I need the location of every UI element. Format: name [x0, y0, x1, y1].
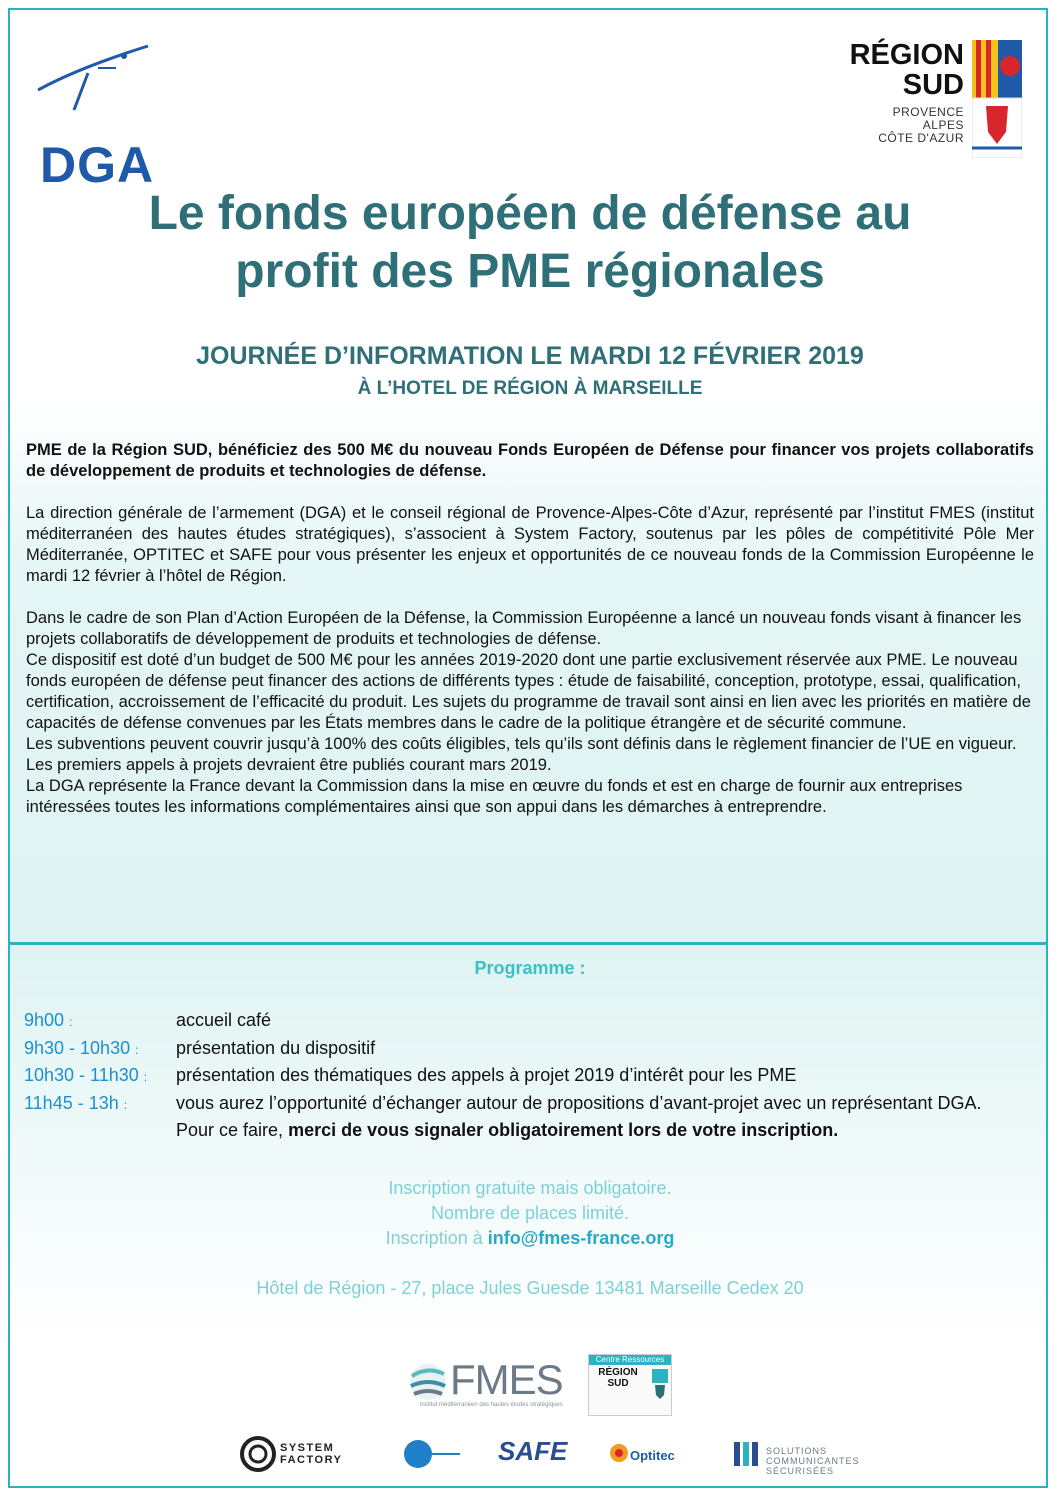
event-location-heading: À L’HOTEL DE RÉGION À MARSEILLE — [357, 378, 703, 399]
registration-line-3: Inscription à info@fmes-france.org — [385, 1228, 675, 1248]
dga-swoosh-icon — [28, 38, 168, 118]
section-divider — [10, 942, 1048, 945]
paragraph-2d: La DGA représente la France devant la Commission dans la mise en œuvre du fonds et est en charge de fournir aux entreprises intéressées toutes les informations complémentaires ainsi que son appui dans les démarches à entreprendre. — [26, 777, 963, 816]
programme-item — [24, 1091, 1034, 1119]
registration-info — [10, 1176, 1048, 1251]
programme-time: 9h30 - 10h30 : — [24, 1037, 139, 1058]
programme-desc: présentation des thématiques des appels à projet 2019 d’intérêt pour les PME — [176, 1065, 797, 1085]
system-factory-text: SYSTEM FACTORY — [280, 1442, 343, 1466]
programme-time: 10h30 - 11h30 : — [24, 1065, 148, 1085]
programme-item — [24, 1036, 1034, 1064]
optitec-icon — [608, 1442, 630, 1464]
system-factory-icon — [240, 1436, 276, 1472]
programme-note: Pour ce faire, merci de vous signaler obligatoirement lors de votre inscription. — [176, 1120, 839, 1140]
region-logo-subtitle: PROVENCE ALPES CÔTE D'AZUR — [878, 105, 964, 145]
centre-ressources-logo — [588, 1354, 672, 1416]
paragraph-2b: Ce dispositif est doté d’un budget de 500 M€ pour les années 2019-2020 dont une partie exclusivement réservée aux PME. Le nouveau fonds européen de défense peut financer des actions de différents types : étude de faisabilité, conception, prototype, essai, qualification, certification, accroissement de l’efficacité du produit. Les sujets du programme de travail sont ainsi en lien avec les priorités en matière de capacités de défense convenues par les États membres dans le cadre de la politique étrangère et de sécurité commune. — [26, 651, 1031, 732]
partner-logos — [230, 1422, 860, 1482]
body-text — [26, 440, 1034, 818]
region-logo-title: RÉGION SUD — [849, 39, 964, 101]
programme-title: Programme : — [474, 958, 586, 978]
region-sud-logo — [794, 28, 1034, 163]
solutions-logo-text: SOLUTIONS COMMUNICANTES SÉCURISÉES — [766, 1446, 860, 1476]
programme-desc: accueil café — [176, 1010, 272, 1030]
registration-line-1: Inscription gratuite mais obligatoire. — [388, 1178, 672, 1198]
programme-desc: vous aurez l’opportunité d’échanger autour de propositions d’avant-projet avec un représentant DGA. — [176, 1092, 982, 1113]
programme-desc: présentation du dispositif — [176, 1037, 376, 1058]
programme-item — [24, 1063, 1034, 1091]
system-factory-logo — [236, 1422, 358, 1482]
programme-list — [24, 1008, 1034, 1144]
programme-time: 9h00 : — [24, 1010, 73, 1030]
registration-line-2: Nombre de places limité. — [430, 1203, 630, 1223]
programme-time: 11h45 - 13h : — [24, 1092, 128, 1113]
crs-header: Centre Ressources — [589, 1355, 671, 1365]
page-frame — [8, 8, 1048, 1488]
optitec-logo-text: Optitec — [630, 1448, 675, 1463]
paragraph-2c: Les subventions peuvent couvrir jusqu’à 100% des coûts éligibles, tels qu’ils sont définis dans le règlement financier de l’UE en vigueur. Les premiers appels à projets devraient être publiés courant mars 2019. — [26, 735, 1017, 774]
solutions-icon — [732, 1438, 762, 1468]
fmes-globe-icon — [406, 1360, 450, 1404]
event-date-heading: JOURNÉE D’INFORMATION LE MARDI 12 FÉVRIER 2019 — [196, 342, 864, 370]
safe-logo-text: SAFE — [498, 1436, 568, 1466]
paragraph-1: La direction générale de l’armement (DGA) et le conseil régional de Provence-Alpes-Côte d’Azur, représenté par l’institut FMES (institut méditerranéen des hautes études stratégiques), s’associent à System Factory, soutenus par les pôles de compétitivité Pôle Mer Méditerranée, OPTITEC et SAFE pour vous présenter les enjeux et opportunités de ce nouveau fonds de la Commission Européenne le mardi 12 février à l’hôtel de Région. — [26, 504, 1034, 585]
dga-logo-text: DGA — [40, 137, 155, 193]
pole-mer-logo — [398, 1422, 468, 1482]
venue-address: Hôtel de Région - 27, place Jules Guesde 13481 Marseille Cedex 20 — [256, 1278, 804, 1298]
fmes-logo — [406, 1354, 586, 1412]
fmes-tagline: institut méditerranéen des hautes études stratégiques — [420, 1402, 563, 1408]
intro-paragraph: PME de la Région SUD, bénéficiez des 500 M€ du nouveau Fonds Européen de Défense pour financer vos projets collaboratifs de développement de produits et technologies de défense. — [26, 441, 1034, 480]
crs-title: RÉGION SUD — [598, 1367, 638, 1389]
optitec-logo — [608, 1422, 698, 1482]
region-shield-icon — [972, 40, 1022, 158]
fmes-logo-text: FMES — [450, 1356, 563, 1403]
pole-mer-icon — [402, 1434, 462, 1474]
safe-logo — [492, 1422, 572, 1482]
paragraph-2a: Dans le cadre de son Plan d’Action Européen de la Défense, la Commission Européenne a lancé un nouveau fonds visant à financer les projets collaboratifs de développement de produits et technologies de défense. — [26, 609, 1022, 648]
dga-logo — [28, 38, 168, 193]
page-title: Le fonds européen de défense au profit des PME régionales — [148, 187, 912, 298]
programme-item — [24, 1008, 1034, 1036]
solutions-communicantes-logo — [732, 1422, 860, 1482]
crs-shield-icon — [652, 1369, 668, 1399]
registration-email-link[interactable]: info@fmes-france.org — [487, 1228, 675, 1248]
